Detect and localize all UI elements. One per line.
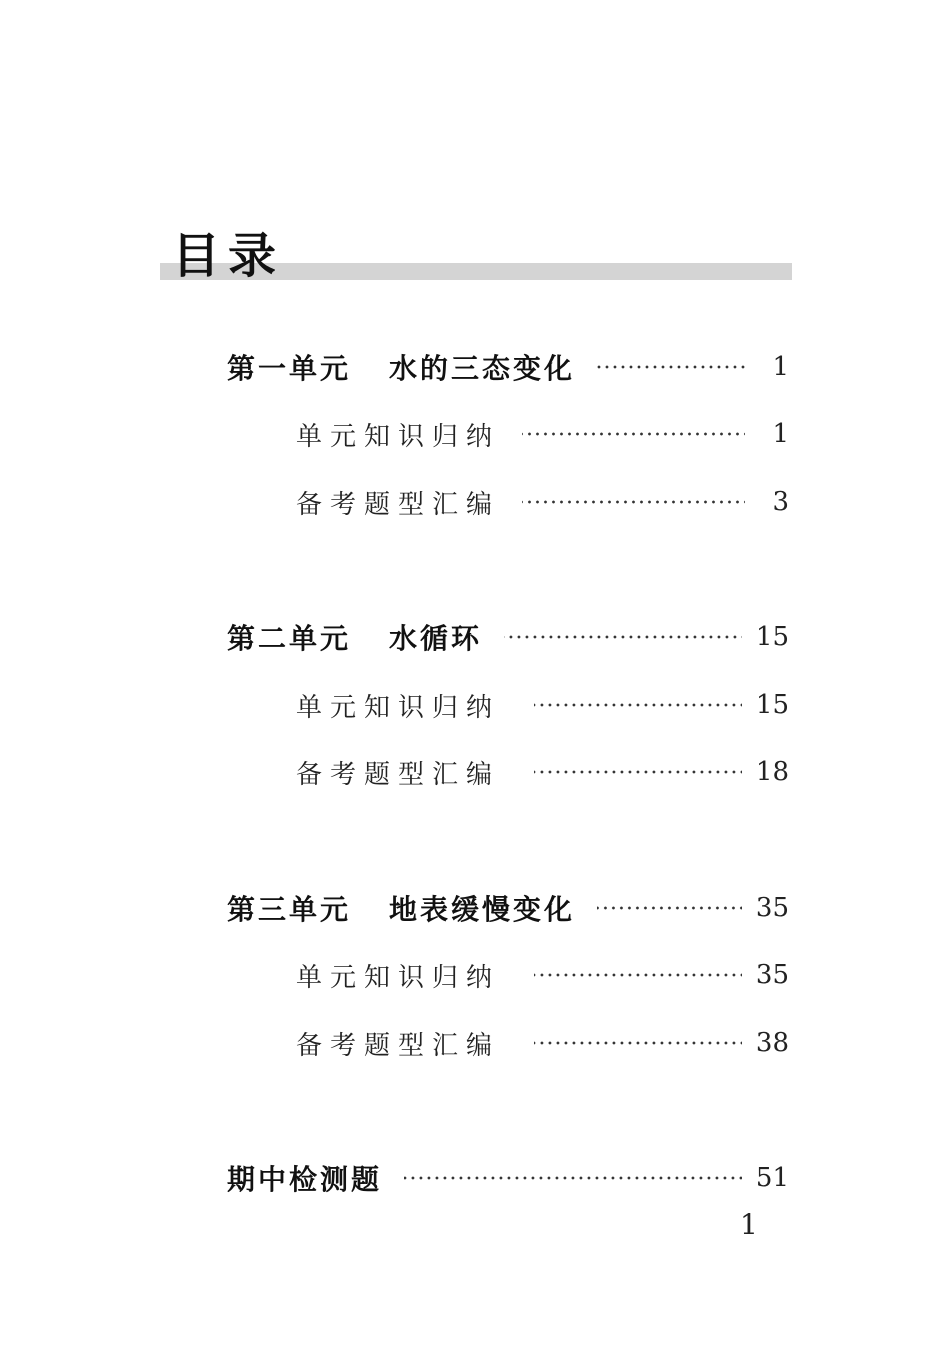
unit-title: 地表缓慢变化 [389,893,576,926]
page-number: 1 [772,352,789,382]
dot-leader [522,432,745,436]
unit-title: 水的三态变化 [389,352,576,385]
dot-leader [404,1176,742,1180]
page-number: 3 [772,487,789,517]
toc-entry-midterm[interactable] [227,1158,789,1198]
page-number: 15 [755,622,789,652]
page-number: 15 [755,690,789,720]
section-title: 单元知识归纳 [296,962,501,993]
toc-entry-unit-3-exercises[interactable] [296,1023,789,1063]
toc-entry-unit-1-exercises[interactable] [296,482,789,522]
page-number: 51 [755,1163,789,1193]
toc-entry-unit-2[interactable] [227,617,789,657]
dot-leader [534,770,742,774]
unit-number: 第三单元 [227,893,352,926]
toc-entry-unit-1-knowledge[interactable] [296,414,789,454]
toc-entry-unit-1[interactable] [227,347,789,387]
page-number: 38 [755,1028,789,1058]
dot-leader [597,906,742,910]
toc-entry-unit-2-exercises[interactable] [296,752,789,792]
midterm-title: 期中检测题 [227,1163,383,1196]
dot-leader [522,500,745,504]
section-title: 单元知识归纳 [296,692,501,723]
dot-leader [597,365,745,369]
page-number: 35 [755,893,789,923]
dot-leader [534,973,742,977]
unit-number: 第一单元 [227,352,352,385]
section-title: 单元知识归纳 [296,421,501,452]
toc-entry-unit-3-knowledge[interactable] [296,955,789,995]
page-title: 目录 [172,228,285,284]
page-number: 35 [755,960,789,990]
page-number: 18 [755,757,789,787]
unit-number: 第二单元 [227,622,352,655]
section-title: 备考题型汇编 [296,1030,501,1061]
page-number: 1 [772,419,789,449]
section-title: 备考题型汇编 [296,759,501,790]
page-folio: 1 [740,1208,758,1241]
section-title: 备考题型汇编 [296,489,501,520]
toc-entry-unit-2-knowledge[interactable] [296,685,789,725]
toc-entry-unit-3[interactable] [227,888,789,928]
dot-leader [534,1041,742,1045]
dot-leader [534,703,742,707]
unit-title: 水循环 [389,622,483,655]
dot-leader [504,635,742,639]
